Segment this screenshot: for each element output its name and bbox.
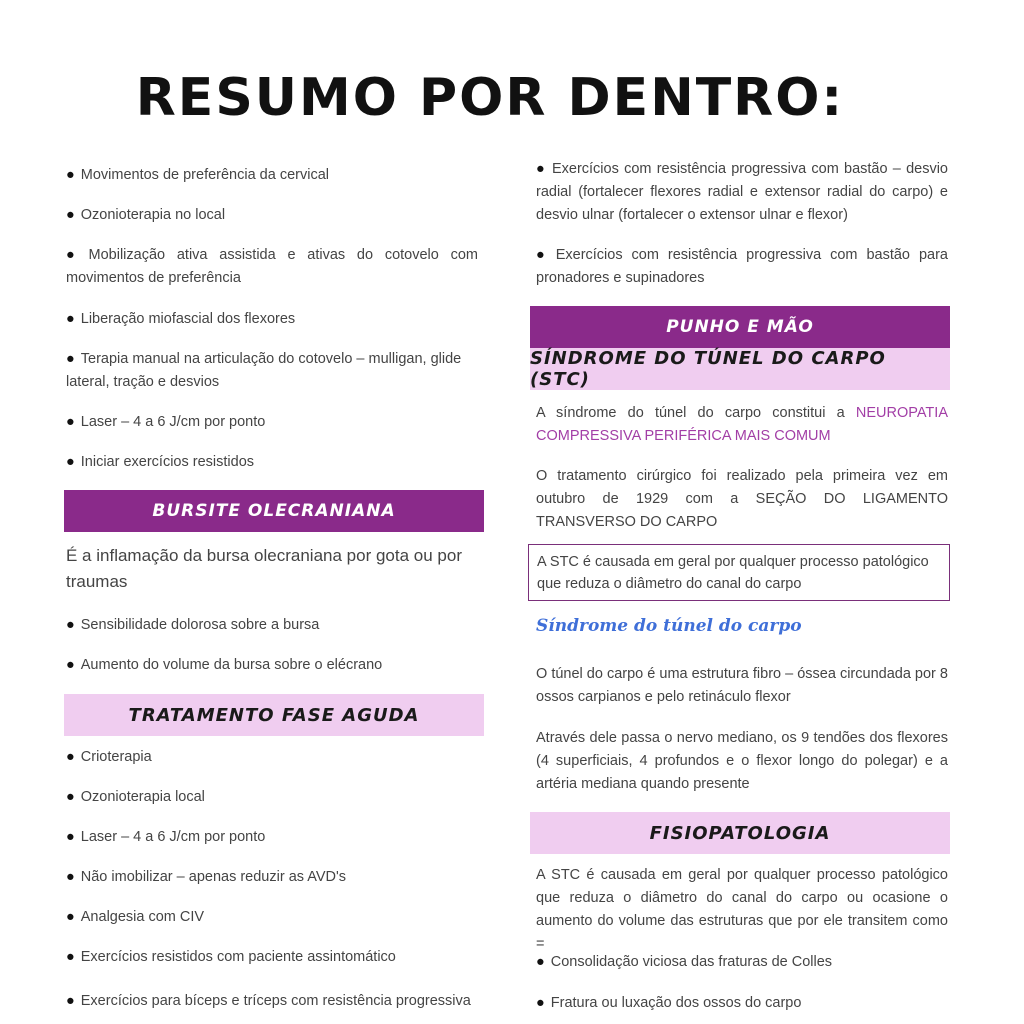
list-item: ● Iniciar exercícios resistidos (66, 454, 255, 470)
list-item: ● Laser – 4 a 6 J/cm por ponto (66, 414, 266, 430)
bursite-text: É a inflamação da bursa olecraniana por gota ou por traumas (66, 546, 462, 591)
list-item: ● Não imobilizar – apenas reduzir as AVD's (66, 869, 346, 885)
list-item-cut: ● Exercícios para bíceps e tríceps com resistência progressiva (66, 993, 471, 1009)
section-header-punho: PUNHO E MÃO (530, 306, 950, 348)
script-heading: Síndrome do túnel do carpo (536, 616, 802, 636)
list-item: ● Sensibilidade dolorosa sobre a bursa (66, 617, 320, 633)
section-header-bursite: BURSITE OLECRANIANA (64, 490, 484, 532)
list-item: ● Laser – 4 a 6 J/cm por ponto (66, 829, 266, 845)
tunel-text-1: O túnel do carpo é uma estrutura fibro – óssea circundada por 8 ossos carpianos e pelo retináculo flexor (536, 666, 948, 705)
list-item: ● Consolidação viciosa das fraturas de Colles (536, 954, 833, 970)
section-header-stc: SÍNDROME DO TÚNEL DO CARPO (STC) (530, 348, 950, 390)
section-header-tratamento: TRATAMENTO FASE AGUDA (64, 694, 484, 736)
list-item: ● Exercícios resistidos com paciente assintomático (66, 949, 396, 965)
list-item: ● Ozonioterapia no local (66, 207, 226, 223)
list-item: ● Movimentos de preferência da cervical (66, 167, 329, 183)
list-item-cut: ● Fratura ou luxação dos ossos do carpo (536, 995, 802, 1011)
list-item: ● Aumento do volume da bursa sobre o elécrano (66, 657, 383, 673)
list-item: ● Exercícios com resistência progressiva com bastão para pronadores e supinadores (536, 247, 948, 286)
stc-intro: A síndrome do túnel do carpo constitui a NEUROPATIA COMPRESSIVA PERIFÉRICA MAIS COMUM (536, 405, 948, 444)
fisio-text: A STC é causada em geral por qualquer processo patológico que reduza o diâmetro do canal do carpo ou ocasione o aumento do volume das estruturas que por ele transitem como = (536, 867, 948, 952)
list-item: ● Exercícios com resistência progressiva com bastão – desvio radial (fortalecer flexores radial e extensor radial do carpo) e desvio ulnar (fortalecer o extensor ulnar e flexor) (536, 161, 948, 223)
list-item: ● Analgesia com CIV (66, 909, 205, 925)
list-item: ● Mobilização ativa assistida e ativas do cotovelo com movimentos de preferência (66, 247, 479, 286)
list-item: ● Liberação miofascial dos flexores (66, 311, 296, 327)
page-title: RESUMO POR DENTRO: (135, 68, 845, 128)
stc-highlight-box (528, 544, 950, 601)
stc-box-text: A STC é causada em geral por qualquer processo patológico que reduza o diâmetro do canal do carpo (537, 554, 929, 592)
tunel-text-2: Através dele passa o nervo mediano, os 9 tendões dos flexores (4 superficiais, 4 profundos e o flexor longo do polegar) e a artéria mediana quando presente (536, 730, 948, 792)
section-header-fisiopatologia: FISIOPATOLOGIA (530, 812, 950, 854)
list-item: ● Crioterapia (66, 749, 152, 765)
stc-history: O tratamento cirúrgico foi realizado pela primeira vez em outubro de 1929 com a SEÇÃO DO LIGAMENTO TRANSVERSO DO CARPO (536, 468, 948, 530)
list-item: ● Terapia manual na articulação do cotovelo – mulligan, glide lateral, tração e desvios (66, 351, 462, 390)
list-item: ● Ozonioterapia local (66, 789, 205, 805)
